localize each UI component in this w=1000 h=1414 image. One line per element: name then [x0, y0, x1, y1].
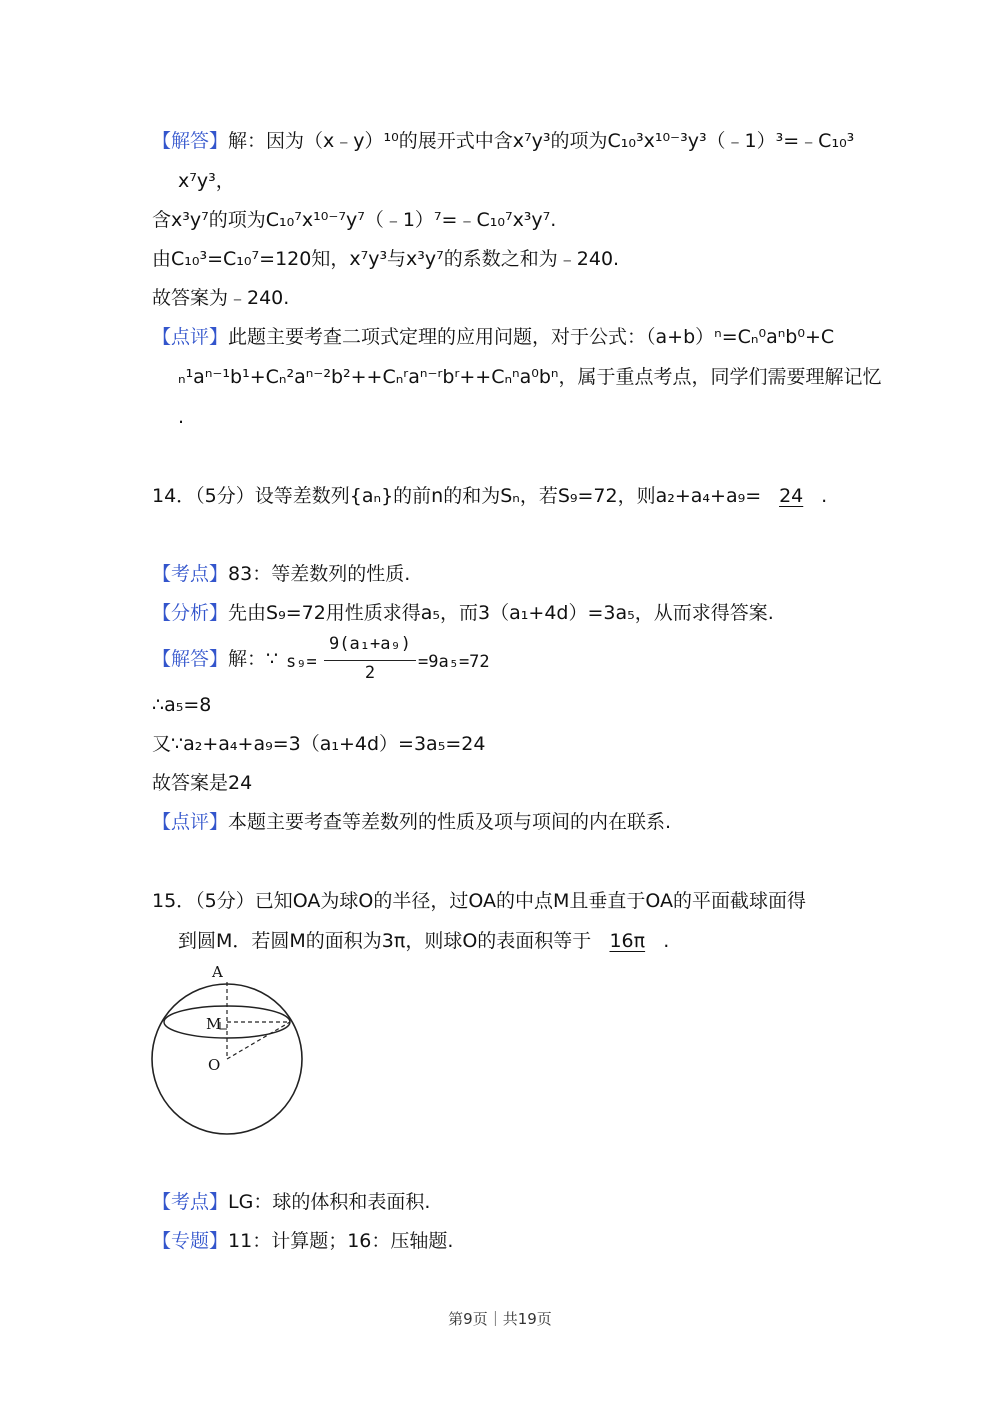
label-o: O [208, 1056, 221, 1074]
knowledge-tag: 【考点】 [152, 1191, 229, 1213]
q14-knowledge-text: 83：等差数列的性质. [228, 563, 411, 585]
q13-solution-line2: x⁷y³， [178, 170, 235, 192]
solution-tag: 【解答】 [152, 130, 229, 152]
q14-formula-fraction-bar [324, 660, 416, 661]
solution-tag: 【解答】 [152, 648, 229, 670]
q13-comment-line1 [152, 324, 834, 350]
q14-solution-line4: 故答案是24 [152, 772, 253, 794]
q13-solution-line3: 含x³y⁷的项为C₁₀⁷x¹⁰⁻⁷y⁷（﹣1）⁷=﹣C₁₀⁷x³y⁷. [152, 209, 557, 231]
q14-formula-denominator: 2 [364, 663, 376, 683]
q13-comment-line2: ₙ¹aⁿ⁻¹b¹+Cₙ²aⁿ⁻²b²++Cₙʳaⁿ⁻ʳbʳ++Cₙⁿa⁰bⁿ，属于重点考点，同学们需要理解记忆 [178, 366, 882, 388]
q15-topic-text: 11：计算题；16：压轴题. [228, 1230, 454, 1252]
analysis-tag: 【分析】 [152, 602, 229, 624]
q15-question-text2: 到圆M．若圆M的面积为3π，则球O的表面积等于 [178, 930, 592, 952]
sphere-figure [140, 958, 320, 1143]
q14-formula-lhs: s₉= [286, 652, 317, 672]
q14-analysis-text: 先由S₉=72用性质求得a₅，而3（a₁+4d）=3a₅，从而求得答案. [228, 602, 774, 624]
q14-answer-blank: 24 [779, 485, 804, 507]
q13-solution-line4: 由C₁₀³=C₁₀⁷=120知，x⁷y³与x³y⁷的系数之和为﹣240. [152, 248, 620, 270]
q15-topic [152, 1228, 453, 1254]
q13-comment-text1: 此题主要考查二项式定理的应用问题，对于公式：（a+b）ⁿ=Cₙ⁰aⁿb⁰+C [228, 326, 835, 348]
q14-question-end: . [821, 485, 828, 507]
q14-solution-line2: ∴a₅=8 [152, 694, 212, 716]
q14-solution-line1 [152, 646, 278, 672]
q13-solution-line5: 故答案为﹣240. [152, 287, 290, 309]
q13-solution-text1: 解：因为（x﹣y）¹⁰的展开式中含x⁷y³的项为C₁₀³x¹⁰⁻³y³（﹣1）³=﹣C₁₀³ [228, 130, 855, 152]
q15-question-end: . [663, 930, 670, 952]
q15-question-line2 [178, 928, 669, 954]
comment-tag: 【点评】 [152, 326, 229, 348]
q15-knowledge-point [152, 1189, 430, 1215]
q14-formula-numerator: 9(a₁+a₉) [329, 634, 411, 654]
q14-knowledge-point [152, 561, 410, 587]
q14-formula-rhs: =9a₅=72 [418, 652, 490, 672]
topic-tag: 【专题】 [152, 1230, 229, 1252]
q13-solution-line1 [152, 128, 854, 154]
q15-knowledge-text: LG：球的体积和表面积. [228, 1191, 431, 1213]
q14-solution-prefix: 解：∵ [228, 648, 279, 670]
q14-comment [152, 809, 671, 835]
q14-question [152, 483, 827, 509]
label-a: A [212, 963, 223, 981]
q15-answer-blank: 16π [609, 930, 646, 952]
q13-comment-line3: . [178, 406, 185, 428]
q14-question-text: 14．（5分）设等差数列{aₙ}的前n的和为Sₙ，若S₉=72，则a₂+a₄+a₉= [152, 485, 762, 507]
page-footer: 第9页｜共19页 [448, 1310, 552, 1328]
q14-comment-text: 本题主要考查等差数列的性质及项与项间的内在联系. [228, 811, 672, 833]
comment-tag: 【点评】 [152, 811, 229, 833]
knowledge-tag: 【考点】 [152, 563, 229, 585]
q15-question-line1: 15．（5分）已知OA为球O的半径，过OA的中点M且垂直于OA的平面截球面得 [152, 890, 806, 912]
q14-analysis [152, 600, 774, 626]
label-m: M [206, 1015, 222, 1033]
radius-o [227, 1022, 290, 1059]
q14-solution-line3: 又∵a₂+a₄+a₉=3（a₁+4d）=3a₅=24 [152, 733, 486, 755]
